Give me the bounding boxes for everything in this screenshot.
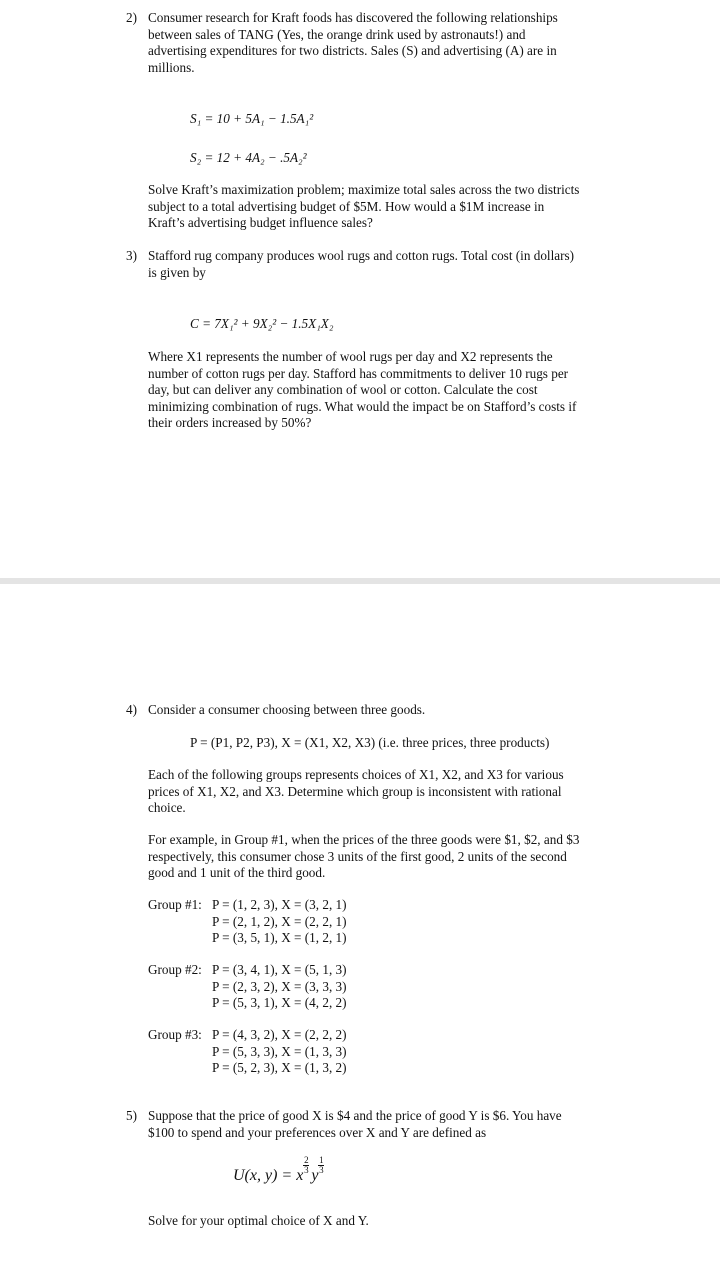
group-2-label: Group #2: (148, 962, 202, 977)
q3-line: Stafford rug company produces wool rugs and cotton rugs. Total cost (in dollars) (148, 248, 575, 263)
x-exp-den: 3 (304, 1165, 309, 1175)
q5-line: Suppose that the price of good X is $4 and the price of good Y is $6. You have (148, 1108, 562, 1123)
q2-task-line: Solve Kraft’s maximization problem; maximize total sales across the two districts (148, 182, 580, 197)
q3-line: is given by (148, 264, 206, 280)
q3-task-line: their orders increased by 50%? (148, 415, 312, 430)
group-2-row: P = (3, 4, 1), X = (5, 1, 3) (212, 962, 347, 977)
q3-intro (148, 248, 618, 281)
group-3-row: P = (4, 3, 2), X = (2, 2, 2) (212, 1027, 347, 1042)
group-1-rows (212, 897, 347, 947)
q3-task-line: number of cotton rugs per day. Stafford has commitments to deliver 10 rugs per (148, 365, 569, 381)
q5-number: 5) (126, 1108, 137, 1123)
q3-task-line: minimizing combination of rugs. What would the impact be on Stafford’s costs if (148, 398, 577, 414)
q2-intro (148, 10, 618, 76)
q2-number: 2) (126, 10, 137, 25)
q4-para1-line: Each of the following groups represents choices of X1, X2, and X3 for various (148, 767, 564, 782)
q4-definition: P = (P1, P2, P3), X = (X1, X2, X3) (i.e. three prices, three products) (190, 735, 550, 750)
x-exponent (303, 1156, 309, 1175)
q4-para1-line: choice. (148, 800, 186, 815)
q3-task-line: Where X1 represents the number of wool rugs per day and X2 represents the (148, 349, 553, 364)
q2-line: Consumer research for Kraft foods has discovered the following relationships (148, 10, 558, 25)
q2-equation-2: S₂ = 12 + 4A₂ − .5A₂² (190, 150, 307, 165)
q2-line: millions. (148, 59, 195, 75)
group-1-row: P = (3, 5, 1), X = (1, 2, 1) (212, 930, 347, 945)
q2-task (148, 182, 618, 232)
q2-equation-1: S₁ = 10 + 5A₁ − 1.5A₁² (190, 111, 314, 126)
q4-para1-line: prices of X1, X2, and X3. Determine which group is inconsistent with rational (148, 783, 562, 799)
q5-line: $100 to spend and your preferences over X and Y are defined as (148, 1124, 487, 1140)
x-exp-num: 2 (304, 1155, 309, 1165)
q3-task-line: day, but can deliver any combination of wool or cotton. Calculate the cost (148, 382, 538, 397)
group-3-row: P = (5, 3, 3), X = (1, 3, 3) (212, 1043, 347, 1059)
q2-task-line: subject to a total advertising budget of $5M. How would a $1M increase in (148, 198, 545, 214)
q4-para2-line: For example, in Group #1, when the prices of the three goods were $1, $2, and $3 (148, 832, 580, 847)
utility-y: y (311, 1167, 319, 1184)
q3-cost-equation: C = 7X₁² + 9X₂² − 1.5X₁X₂ (190, 316, 334, 331)
page-2 (0, 584, 720, 1270)
q3-number: 3) (126, 248, 137, 263)
group-1-row: P = (2, 1, 2), X = (2, 2, 1) (212, 913, 347, 929)
q3-task (148, 349, 618, 432)
q4-paragraph-2 (148, 832, 618, 882)
group-2-row: P = (5, 3, 1), X = (4, 2, 2) (212, 995, 347, 1010)
q5-intro (148, 1108, 618, 1141)
y-exp-den: 3 (319, 1165, 324, 1175)
q4-number: 4) (126, 702, 137, 717)
q2-line: advertising expenditures for two districts. Sales (S) and advertising (A) are in (148, 43, 557, 58)
q5-closing: Solve for your optimal choice of X and Y. (148, 1213, 369, 1228)
q4-intro: Consider a consumer choosing between three goods. (148, 702, 426, 717)
group-1-label: Group #1: (148, 897, 202, 912)
q4-paragraph-1 (148, 767, 618, 817)
group-3-label: Group #3: (148, 1027, 202, 1042)
q2-line: between sales of TANG (Yes, the orange drink used by astronauts!) and (148, 26, 526, 42)
group-3-rows (212, 1027, 347, 1077)
group-1-row: P = (1, 2, 3), X = (3, 2, 1) (212, 897, 347, 912)
q2-task-line: Kraft’s advertising budget influence sales? (148, 215, 373, 230)
q5-utility-function (233, 1156, 324, 1186)
q4-para2-line: respectively, this consumer chose 3 units of the first good, 2 units of the second (148, 848, 567, 864)
y-exp-num: 1 (319, 1155, 324, 1165)
utility-lhs: U(x, y) = x (233, 1167, 304, 1184)
group-2-row: P = (2, 3, 2), X = (3, 3, 3) (212, 978, 347, 994)
group-3-row: P = (5, 2, 3), X = (1, 3, 2) (212, 1060, 347, 1075)
q4-para2-line: good and 1 unit of the third good. (148, 865, 326, 880)
group-2-rows (212, 962, 347, 1012)
page-1 (0, 0, 720, 578)
y-exponent (318, 1156, 324, 1175)
